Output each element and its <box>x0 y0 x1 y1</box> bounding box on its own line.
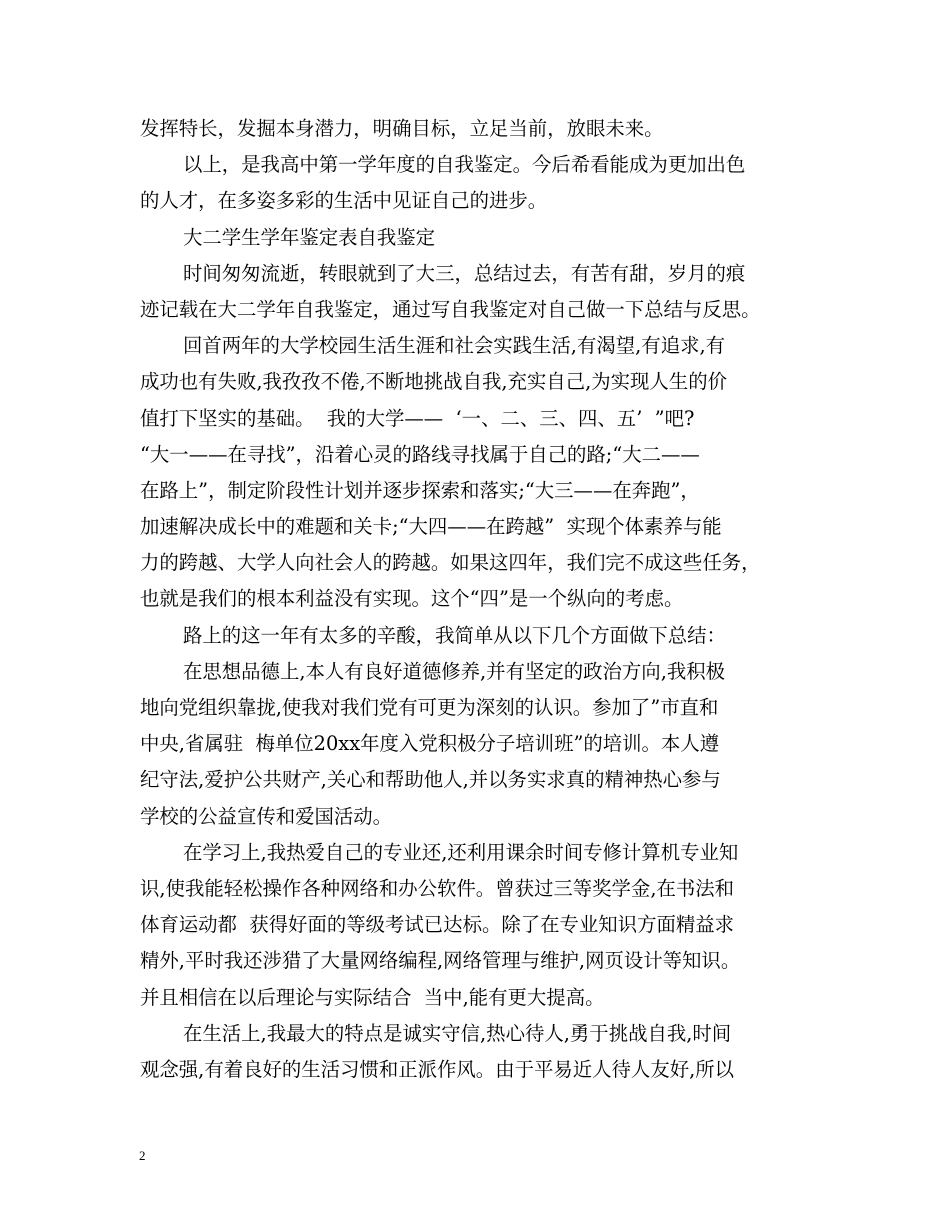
text-line: 值打下坚实的基础。 我的大学—— ‘一、二、三、四、五’ ”吧? <box>140 406 695 430</box>
text-line: 的人才，在多姿多彩的生活中见证自己的进步。 <box>140 189 548 213</box>
text-line: 地向党组织靠拢,使我对我们党有可更为深刻的认识。参加了”市直和 <box>140 696 719 719</box>
text-line: 也就是我们的根本利益没有实现。这个“四”是一个纵向的考虑。 <box>140 587 684 611</box>
text-line: 在学习上,我热爱自己的专业还,还利用课余时间专修计算机专业知 <box>183 840 739 864</box>
text-line: 观念强,有着良好的生活习惯和正派作风。由于平易近人待人友好,所以 <box>140 1057 735 1081</box>
text-line: 发挥特长，发掘本身潜力，明确目标，立足当前，放眼未来。 <box>140 117 664 140</box>
text-line: 加速解决成长中的难题和关卡;“大四——在跨越” 实现个体素养与能 <box>140 515 722 539</box>
text-line: 在生活上,我最大的特点是诚实守信,热心待人,勇于挑战自我,时间 <box>183 1021 732 1045</box>
text-line: 成功也有失败,我孜孜不倦,不断地挑战自我,充实自己,为实现人生的价 <box>140 370 727 394</box>
page-number: 2 <box>139 1148 146 1163</box>
text-line: 以上，是我高中第一学年度的自我鉴定。今后希看能成为更加出色 <box>183 153 746 177</box>
text-line: 回首两年的大学校园生活生涯和社会实践生活,有渴望,有追求,有 <box>183 334 726 358</box>
text-line: 识,使我能轻松操作各种网络和办公软件。曾获过三等奖学金,在书法和 <box>140 876 735 900</box>
text-line: 迹记载在大二学年自我鉴定，通过写自我鉴定对自己做一下总结与反思。 <box>140 297 761 321</box>
text-line: 在思想品德上,本人有良好道德修养,并有坚定的政治方向,我积极 <box>183 659 726 683</box>
text-line: 路上的这一年有太多的辛酸，我简单从以下几个方面做下总结： <box>183 623 726 647</box>
text-line: 大二学生学年鉴定表自我鉴定 <box>183 225 436 249</box>
text-line: 在路上”，制定阶段性计划并逐步探索和落实;“大三——在奔跑”， <box>140 478 700 502</box>
text-line: “大一——在寻找”，沿着心灵的路线寻找属于自己的路;“大二—— <box>140 442 700 466</box>
text-line: 体育运动都 获得好面的等级考试已达标。除了在专业知识方面精益求 <box>140 913 735 937</box>
text-line: 中央,省属驻 梅单位20xx年度入党积极分子培训班”的培训。本人遵 <box>140 732 720 756</box>
text-line: 力的跨越、大学人向社会人的跨越。如果这四年，我们完不成这些任务， <box>140 551 761 575</box>
text-line: 学校的公益宣传和爱国活动。 <box>140 804 393 828</box>
text-line: 时间匆匆流逝，转眼就到了大三，总结过去，有苦有甜，岁月的痕 <box>183 261 746 285</box>
text-line: 纪守法,爱护公共财产,关心和帮助他人,并以务实求真的精神热心参与 <box>140 768 721 792</box>
text-line: 并且相信在以后理论与实际结合 当中,能有更大提高。 <box>140 985 605 1009</box>
document-body <box>140 111 830 1088</box>
text-line: 精外,平时我还涉猎了大量网络编程,网络管理与维护,网页设计等知识。 <box>140 949 741 973</box>
